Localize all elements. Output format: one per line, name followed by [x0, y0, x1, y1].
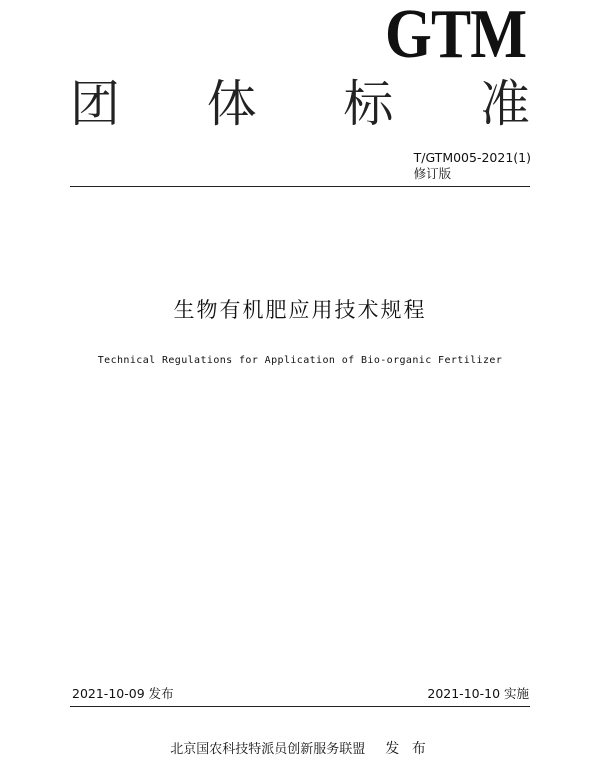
published-date: 2021-10-09 发布 [72, 686, 174, 701]
document-title-english: Technical Regulations for Application of Bio-organic Fertilizer [97, 355, 503, 366]
issuer-action: 发 布 [385, 741, 430, 757]
standard-number: T/GTM005-2021(1) [413, 150, 531, 165]
document-title-chinese: 生物有机肥应用技术规程 [173, 298, 427, 322]
standard-number-block [414, 150, 531, 182]
category-char-2: 体 [206, 75, 257, 133]
category-char-4: 准 [479, 75, 530, 133]
category-char-1: 团 [70, 75, 120, 133]
standard-category-heading [70, 76, 530, 132]
standard-edition: 修订版 [413, 166, 452, 181]
issuer-name: 北京国农科技特派员创新服务联盟 [170, 742, 366, 757]
gtm-logo: GTM [384, 0, 526, 73]
issuer-line [0, 740, 600, 759]
bottom-divider [70, 706, 530, 707]
effective-date: 2021-10-10 实施 [427, 686, 529, 701]
top-divider [70, 186, 530, 187]
category-char-3: 标 [343, 75, 394, 133]
